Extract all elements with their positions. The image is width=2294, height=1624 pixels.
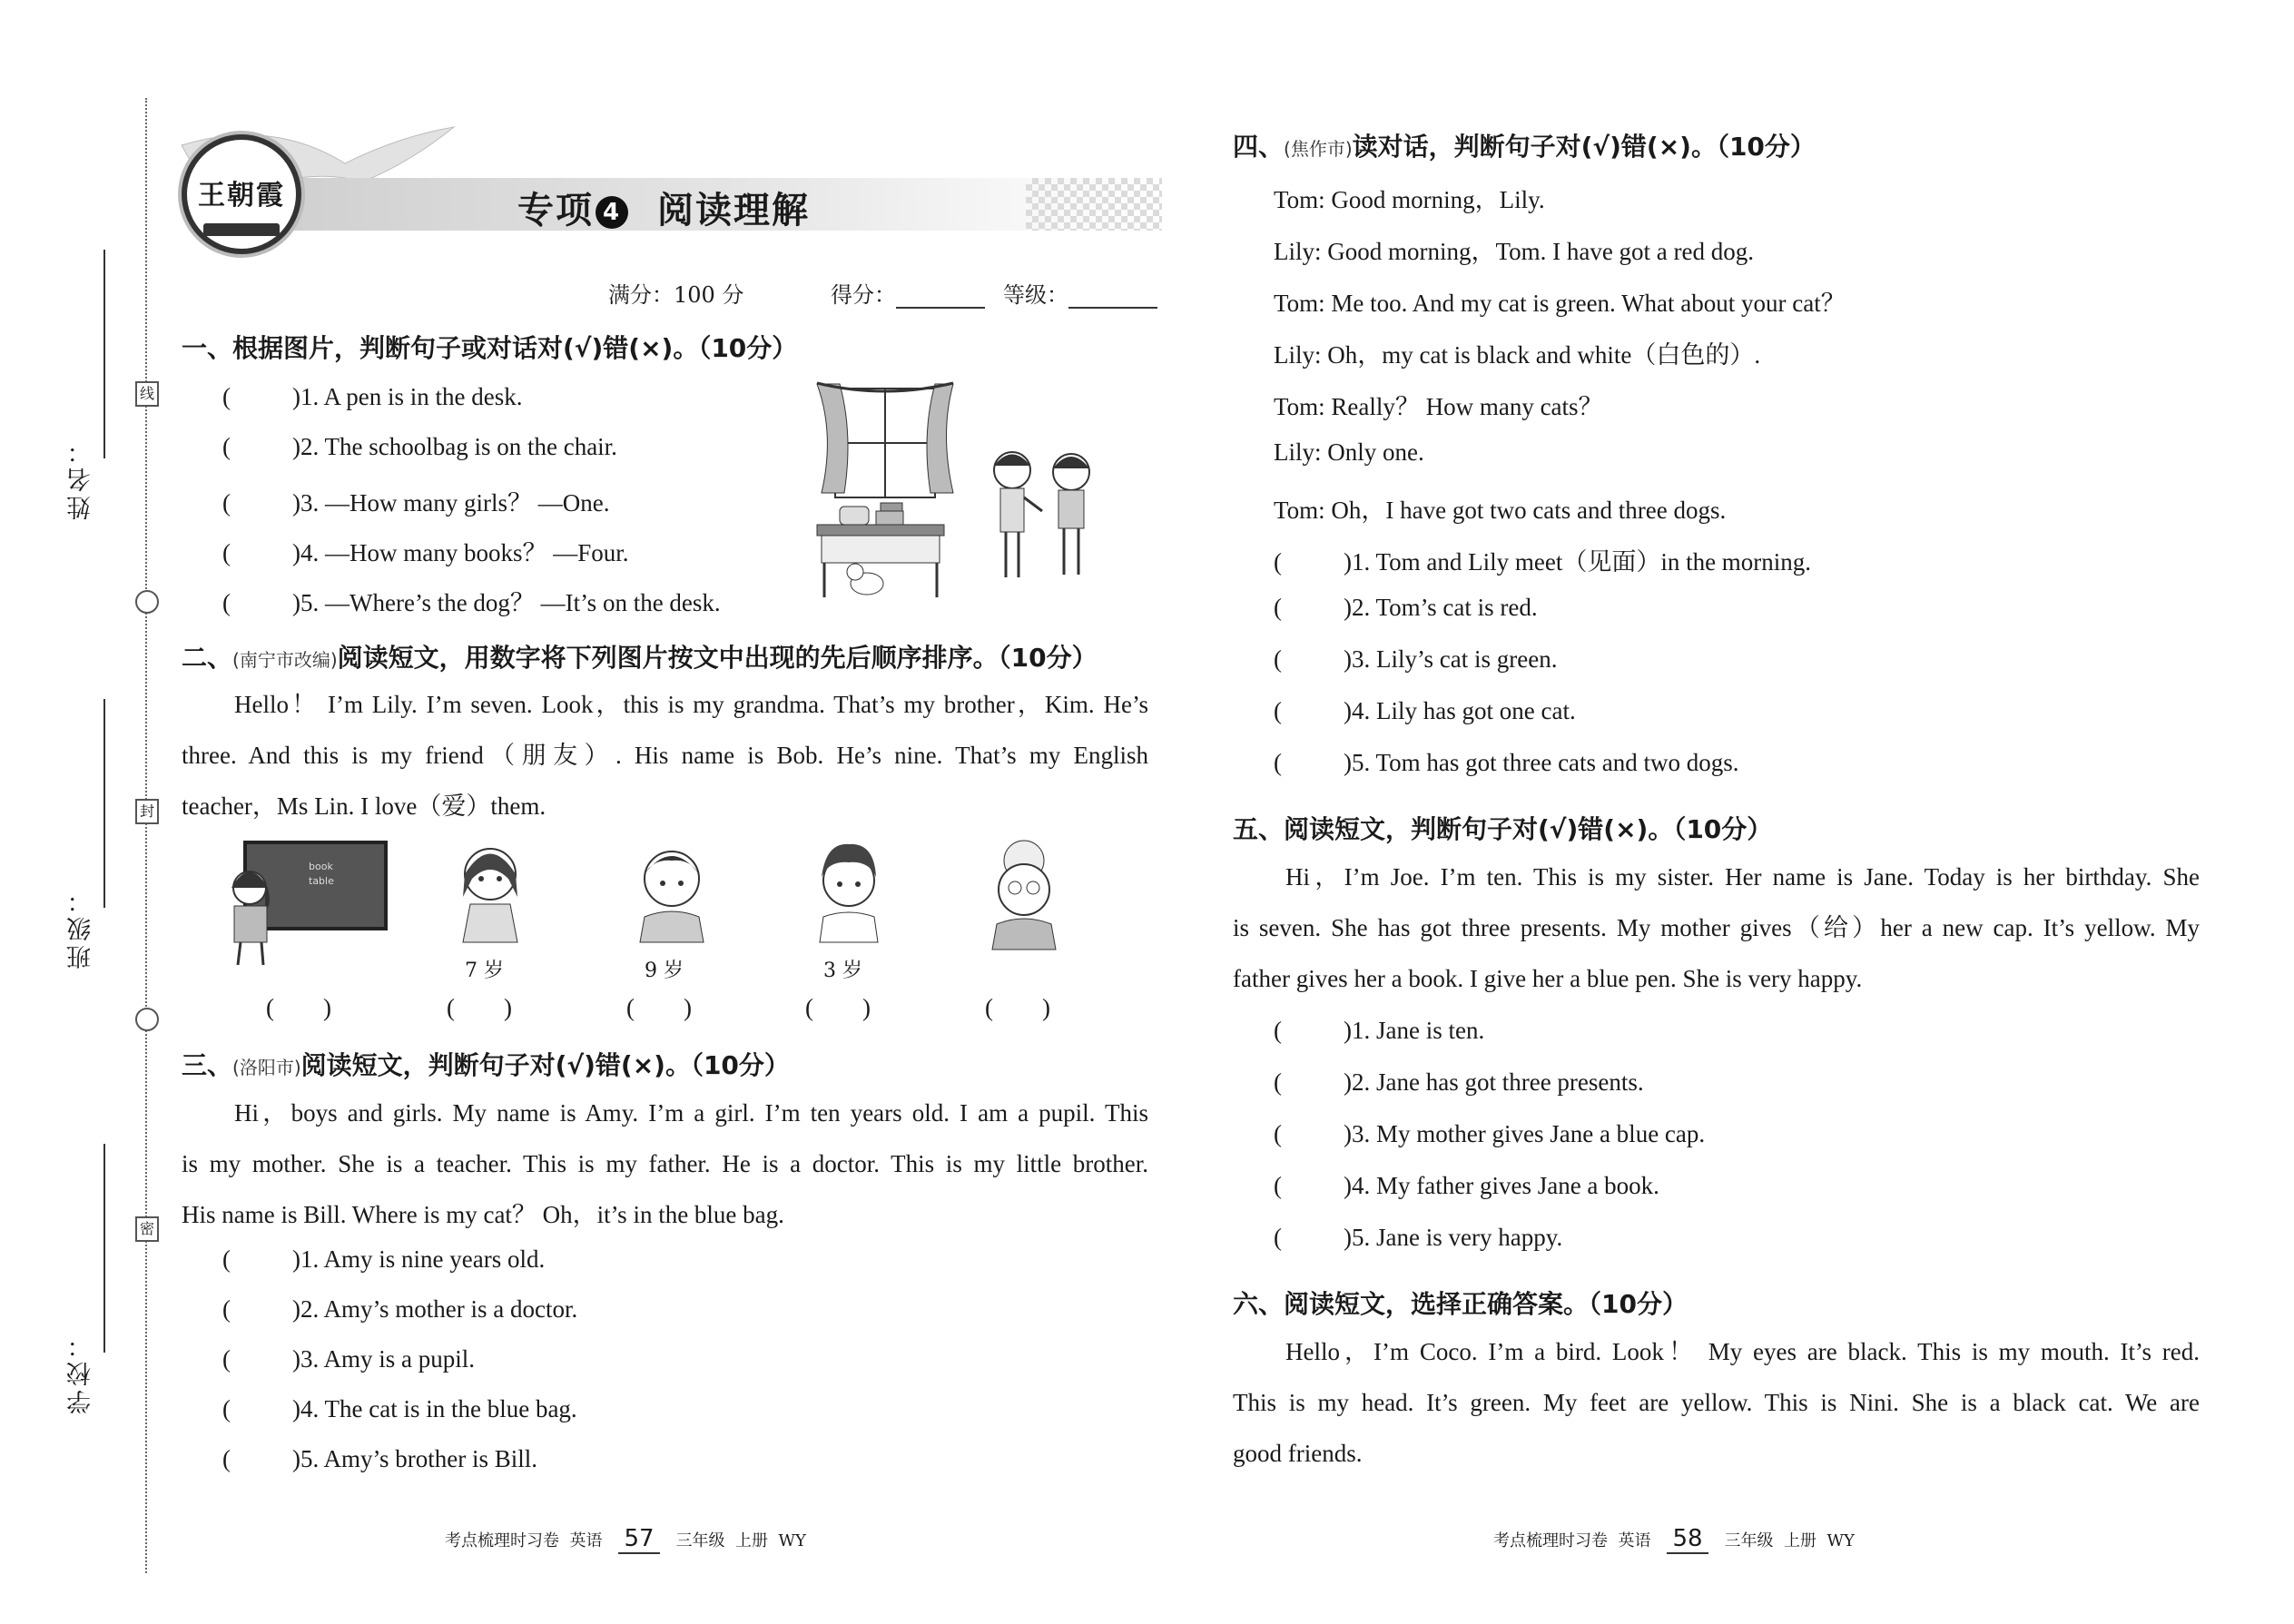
s3-item-4[interactable]: ( )4. The cat is in the blue bag. bbox=[222, 1395, 577, 1422]
paren-close: ) bbox=[1344, 1068, 1352, 1096]
class-label: 班级： bbox=[67, 885, 95, 969]
paren-close: ) bbox=[292, 489, 300, 517]
section6-passage: Hello，I’m Coco. I’m a bird. Look！ My eyes are black. This is my mouth. It’s red. This is my head. It’s green. My feet are yellow. This is Nini. She is a black cat. We are good friends. bbox=[1233, 1338, 2200, 1467]
answer-bracket-4[interactable]: ( ) bbox=[805, 994, 871, 1021]
paren-close: ) bbox=[1344, 749, 1352, 776]
girl-picture bbox=[445, 833, 536, 951]
teacher-picture bbox=[218, 833, 390, 969]
answer-bracket-3[interactable]: ( ) bbox=[626, 994, 692, 1021]
dialogue-line-3: Tom: Me too. And my cat is green. What about your cat？ bbox=[1274, 290, 1846, 317]
page-number-right: 58 bbox=[1667, 1525, 1708, 1554]
name-underline bbox=[103, 250, 105, 458]
paren-close: ) bbox=[292, 539, 300, 566]
s4-item-4[interactable]: ( )4. Lily has got one cat. bbox=[1274, 697, 1576, 724]
paren-close: ) bbox=[1344, 1120, 1352, 1147]
s5-item-3[interactable]: ( )3. My mother gives Jane a blue cap. bbox=[1274, 1120, 1706, 1147]
answer-bracket-1[interactable]: ( ) bbox=[266, 994, 331, 1021]
paren-close: ) bbox=[292, 589, 300, 616]
school-underline bbox=[103, 1144, 105, 1353]
section5-heading: 五、阅读短文，判断句子对(√)错(×)。（10分） bbox=[1233, 814, 1773, 844]
s5-item-4[interactable]: ( )4. My father gives Jane a book. bbox=[1274, 1172, 1659, 1199]
s3-item-2[interactable]: ( )2. Amy’s mother is a doctor. bbox=[222, 1295, 578, 1323]
board-word-1: book bbox=[309, 861, 333, 872]
caption-girl: 7 岁 bbox=[465, 960, 504, 982]
section2-heading: 二、(南宁市改编)阅读短文，用数字将下列图片按文中出现的先后顺序排序。（10分） bbox=[182, 643, 1098, 673]
paren-close: ) bbox=[1344, 645, 1352, 673]
s4-item-2[interactable]: ( )2. Tom’s cat is red. bbox=[1274, 594, 1538, 621]
footer-right: 考点梳理时习卷 英语 58 三年级 上册 WY bbox=[1493, 1525, 1855, 1552]
class-underline bbox=[103, 699, 105, 908]
s3-item-1[interactable]: ( )1. Amy is nine years old. bbox=[222, 1245, 546, 1273]
dialogue-line-5: Tom: Really？ How many cats？ bbox=[1274, 393, 1603, 420]
s3-item-5[interactable]: ( )5. Amy’s brother is Bill. bbox=[222, 1445, 538, 1472]
brand-logo: 王朝霞 bbox=[182, 134, 301, 254]
s1-item-1[interactable]: ( )1. A pen is in the desk. bbox=[222, 383, 523, 410]
board-word-2: table bbox=[309, 875, 334, 887]
section3-heading: 三、(洛阳市)阅读短文，判断句子对(√)错(×)。（10分） bbox=[182, 1050, 790, 1080]
paren-close: ) bbox=[292, 1345, 300, 1373]
s1-item-2[interactable]: ( )2. The schoolbag is on the chair. bbox=[222, 433, 617, 460]
dialogue-line-2: Lily: Good morning，Tom. I have got a red dog. bbox=[1274, 238, 1755, 265]
dialogue-line-7: Tom: Oh，I have got two cats and three dogs. bbox=[1274, 497, 1727, 524]
section6-heading: 六、阅读短文，选择正确答案。（10分） bbox=[1233, 1289, 1688, 1319]
caption-kim: 3 岁 bbox=[823, 960, 862, 982]
classroom-illustration bbox=[799, 379, 1112, 611]
seal-char-2: 封 bbox=[135, 799, 159, 824]
s5-item-1[interactable]: ( )1. Jane is ten. bbox=[1274, 1017, 1485, 1044]
binding-dotted-line bbox=[145, 98, 147, 1573]
caption-bob: 9 岁 bbox=[645, 960, 684, 982]
s3-item-3[interactable]: ( )3. Amy is a pupil. bbox=[222, 1345, 476, 1373]
school-label: 学校： bbox=[67, 1330, 95, 1414]
section3-passage: Hi，boys and girls. My name is Amy. I’m a girl. I’m ten years old. I am a pupil. This is my mother. She is a teacher. This is my father. He is a doctor. This is my little brother. His name is Bill. Where is my cat？ Oh，it’s in the blue bag. bbox=[182, 1099, 1148, 1228]
s5-item-5[interactable]: ( )5. Jane is very happy. bbox=[1274, 1224, 1563, 1251]
paren-close: ) bbox=[1344, 548, 1352, 576]
dialogue-line-1: Tom: Good morning，Lily. bbox=[1274, 186, 1545, 213]
paren-close: ) bbox=[292, 1445, 300, 1472]
paren-close: ) bbox=[1344, 1224, 1352, 1251]
dialogue-line-4: Lily: Oh，my cat is black and white（白色的）. bbox=[1274, 341, 1761, 369]
paren-close: ) bbox=[1344, 1172, 1352, 1199]
binding-hole bbox=[135, 1008, 159, 1031]
full-score: 满分：100 分 bbox=[608, 282, 744, 308]
seal-char-1: 线 bbox=[135, 381, 159, 407]
answer-bracket-5[interactable]: ( ) bbox=[985, 994, 1050, 1021]
seal-char-3: 密 bbox=[135, 1216, 159, 1242]
paren-close: ) bbox=[1344, 697, 1352, 724]
paren-close: ) bbox=[292, 1245, 300, 1273]
s1-item-5[interactable]: ( )5. —Where’s the dog？ —It’s on the desk. bbox=[222, 589, 721, 616]
kim-picture bbox=[803, 833, 894, 951]
s4-item-1[interactable]: ( )1. Tom and Lily meet（见面）in the morning. bbox=[1274, 548, 1812, 576]
page-title: 专项 4 阅读理解 bbox=[517, 190, 810, 231]
title-number-badge: 4 bbox=[596, 196, 628, 229]
paren-close: ) bbox=[292, 1295, 300, 1323]
binding-hole bbox=[135, 590, 159, 614]
paren-close: ) bbox=[1344, 594, 1352, 621]
s4-item-5[interactable]: ( )5. Tom has got three cats and two dogs. bbox=[1274, 749, 1739, 776]
s1-item-3[interactable]: ( )3. —How many girls？ —One. bbox=[222, 489, 610, 517]
dialogue-line-6: Lily: Only one. bbox=[1274, 438, 1424, 466]
footer-left: 考点梳理时习卷 英语 57 三年级 上册 WY bbox=[445, 1525, 806, 1552]
section1-heading: 一、根据图片，判断句子或对话对(√)错(×)。（10分） bbox=[182, 333, 798, 363]
s5-item-2[interactable]: ( )2. Jane has got three presents. bbox=[1274, 1068, 1644, 1096]
section4-heading: 四、(焦作市)读对话，判断句子对(√)错(×)。（10分） bbox=[1233, 132, 1816, 162]
grandma-picture bbox=[979, 833, 1069, 951]
paren-close: ) bbox=[1344, 1017, 1352, 1044]
paren-close: ) bbox=[292, 383, 300, 410]
s1-item-4[interactable]: ( )4. —How many books？ —Four. bbox=[222, 539, 629, 566]
name-label: 姓名： bbox=[67, 436, 95, 520]
section2-passage: Hello！ I’m Lily. I’m seven. Look，this is my grandma. That’s my brother，Kim. He’s three. And this is my friend（朋友）. His name is Bob. He’s nine. That’s my English teacher，Ms Lin. I love（爱）them. bbox=[182, 691, 1148, 820]
section5-passage: Hi，I’m Joe. I’m ten. This is my sister. Her name is Jane. Today is her birthday. She is seven. She has got three presents. My mother gives（给）her a new cap. It’s yellow. My father gives her a book. I give her a blue pen. She is very happy. bbox=[1233, 863, 2200, 992]
banner-checker-pattern bbox=[1026, 178, 1162, 231]
paren-close: ) bbox=[292, 1395, 300, 1422]
answer-bracket-2[interactable]: ( ) bbox=[447, 994, 512, 1021]
grade-field[interactable]: 等级： bbox=[1003, 277, 1157, 309]
page-number-left: 57 bbox=[618, 1525, 659, 1554]
score-field[interactable]: 得分： bbox=[831, 277, 985, 309]
s4-item-3[interactable]: ( )3. Lily’s cat is green. bbox=[1274, 645, 1558, 673]
paren-close: ) bbox=[292, 433, 300, 460]
bob-picture bbox=[626, 833, 717, 951]
